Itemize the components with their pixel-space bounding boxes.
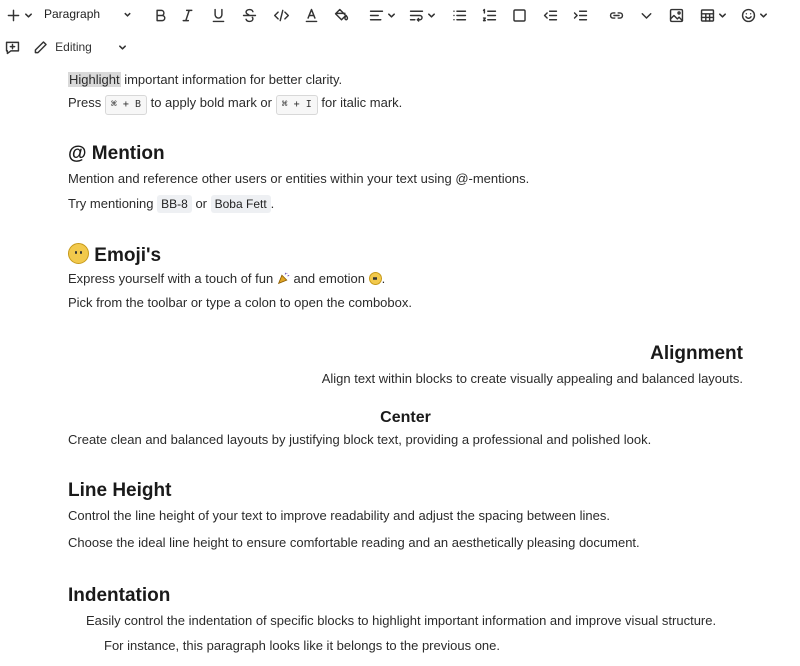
mention-example-paragraph: Try mentioning BB-8 or Boba Fett . <box>68 196 275 211</box>
checkbox-icon <box>511 7 528 24</box>
mention-paragraph: Mention and reference other users or entities within your text using @-mentions. <box>68 171 530 186</box>
mention-heading: @ Mention <box>68 143 165 164</box>
bulleted-list-button[interactable] <box>449 1 469 29</box>
line-height-heading: Line Height <box>68 480 172 501</box>
strikethrough-button[interactable] <box>239 1 259 29</box>
code-icon <box>273 7 290 24</box>
align-left-icon <box>368 7 385 24</box>
underline-icon <box>210 7 227 24</box>
highlighted-text: Highlight <box>69 72 120 87</box>
strikethrough-icon <box>241 7 258 24</box>
outdent-button[interactable] <box>540 1 560 29</box>
bold-icon <box>152 7 169 24</box>
font-color-button[interactable] <box>301 1 321 29</box>
grinning-face-icon <box>369 272 382 285</box>
shortcut-paragraph: Press ⌘ + B to apply bold mark or ⌘ + I for italic mark. <box>68 95 402 115</box>
italic-icon <box>179 7 196 24</box>
numbered-list-icon <box>481 7 498 24</box>
center-paragraph: Create clean and balanced layouts by justifying block text, providing a professional and polished look. <box>68 432 652 447</box>
bold-button[interactable] <box>150 1 170 29</box>
numbered-list-button[interactable] <box>479 1 499 29</box>
emoji-dropdown[interactable] <box>738 1 770 29</box>
chevron-down-icon <box>427 11 436 20</box>
line-height-paragraph-1: Control the line height of your text to improve readability and adjust the spacing between lines. <box>68 508 610 523</box>
bold-shortcut-kbd: ⌘ + B <box>105 95 147 115</box>
highlight-paragraph: Highlight important information for better clarity. <box>69 72 343 87</box>
editor-toolbar <box>0 0 800 66</box>
emoji-paragraph: Express yourself with a touch of fun and emotion . <box>68 271 386 286</box>
alignment-paragraph: Align text within blocks to create visually appealing and balanced layouts. <box>321 371 743 386</box>
editing-mode-label: Editing <box>55 40 92 54</box>
chevron-down-icon <box>123 10 132 19</box>
smile-icon <box>740 7 757 24</box>
indentation-paragraph-2: For instance, this paragraph looks like it belongs to the previous one. <box>104 638 501 653</box>
chevron-down-icon <box>387 11 396 20</box>
indent-icon <box>572 7 589 24</box>
block-type-select[interactable] <box>38 0 138 28</box>
line-height-dropdown[interactable] <box>406 1 438 29</box>
alignment-heading: Alignment <box>650 343 743 364</box>
image-button[interactable] <box>666 1 686 29</box>
highlight-color-button[interactable] <box>330 1 352 29</box>
indentation-heading: Indentation <box>68 585 171 606</box>
pencil-icon <box>32 39 49 56</box>
emoji-combobox-paragraph: Pick from the toolbar or type a colon to open the combobox. <box>68 295 412 310</box>
indent-button[interactable] <box>570 1 590 29</box>
underline-button[interactable] <box>208 1 228 29</box>
italic-button[interactable] <box>177 1 197 29</box>
paint-bucket-icon <box>333 7 350 24</box>
chevron-down-icon <box>24 11 33 20</box>
outdent-icon <box>542 7 559 24</box>
todo-list-button[interactable] <box>509 1 529 29</box>
line-height-paragraph-2: Choose the ideal line height to ensure comfortable reading and an aesthetically pleasing document. <box>68 535 640 550</box>
comment-plus-icon <box>4 39 21 56</box>
insert-button[interactable] <box>4 1 34 29</box>
table-icon <box>699 7 716 24</box>
italic-shortcut-kbd: ⌘ + I <box>276 95 318 115</box>
slightly-smiling-face-icon <box>68 243 89 264</box>
comment-button[interactable] <box>2 33 22 61</box>
chevron-down-icon <box>638 7 655 24</box>
text-color-icon <box>303 7 320 24</box>
plus-icon <box>5 7 22 24</box>
center-heading: Center <box>380 409 431 426</box>
chevron-down-icon <box>718 11 727 20</box>
align-dropdown[interactable] <box>366 1 398 29</box>
more-button[interactable] <box>636 1 656 29</box>
editor-content[interactable] <box>0 66 800 666</box>
link-button[interactable] <box>605 1 627 29</box>
indentation-paragraph-1: Easily control the indentation of specific blocks to highlight important information and improve visual structure. <box>86 613 717 628</box>
image-icon <box>668 7 685 24</box>
wrap-text-icon <box>408 7 425 24</box>
table-dropdown[interactable] <box>697 1 729 29</box>
chevron-down-icon <box>118 43 127 52</box>
mention-chip-bb8[interactable]: BB-8 <box>157 195 192 213</box>
toolbar-row-main <box>0 0 800 30</box>
link-icon <box>608 7 625 24</box>
block-type-label: Paragraph <box>44 7 101 21</box>
code-button[interactable] <box>270 1 292 29</box>
party-popper-icon <box>277 272 290 285</box>
bulleted-list-icon <box>451 7 468 24</box>
emoji-heading: Emoji's <box>68 243 161 267</box>
chevron-down-icon <box>759 11 768 20</box>
mention-chip-boba-fett[interactable]: Boba Fett <box>211 195 271 213</box>
editing-mode-dropdown[interactable] <box>32 33 127 61</box>
